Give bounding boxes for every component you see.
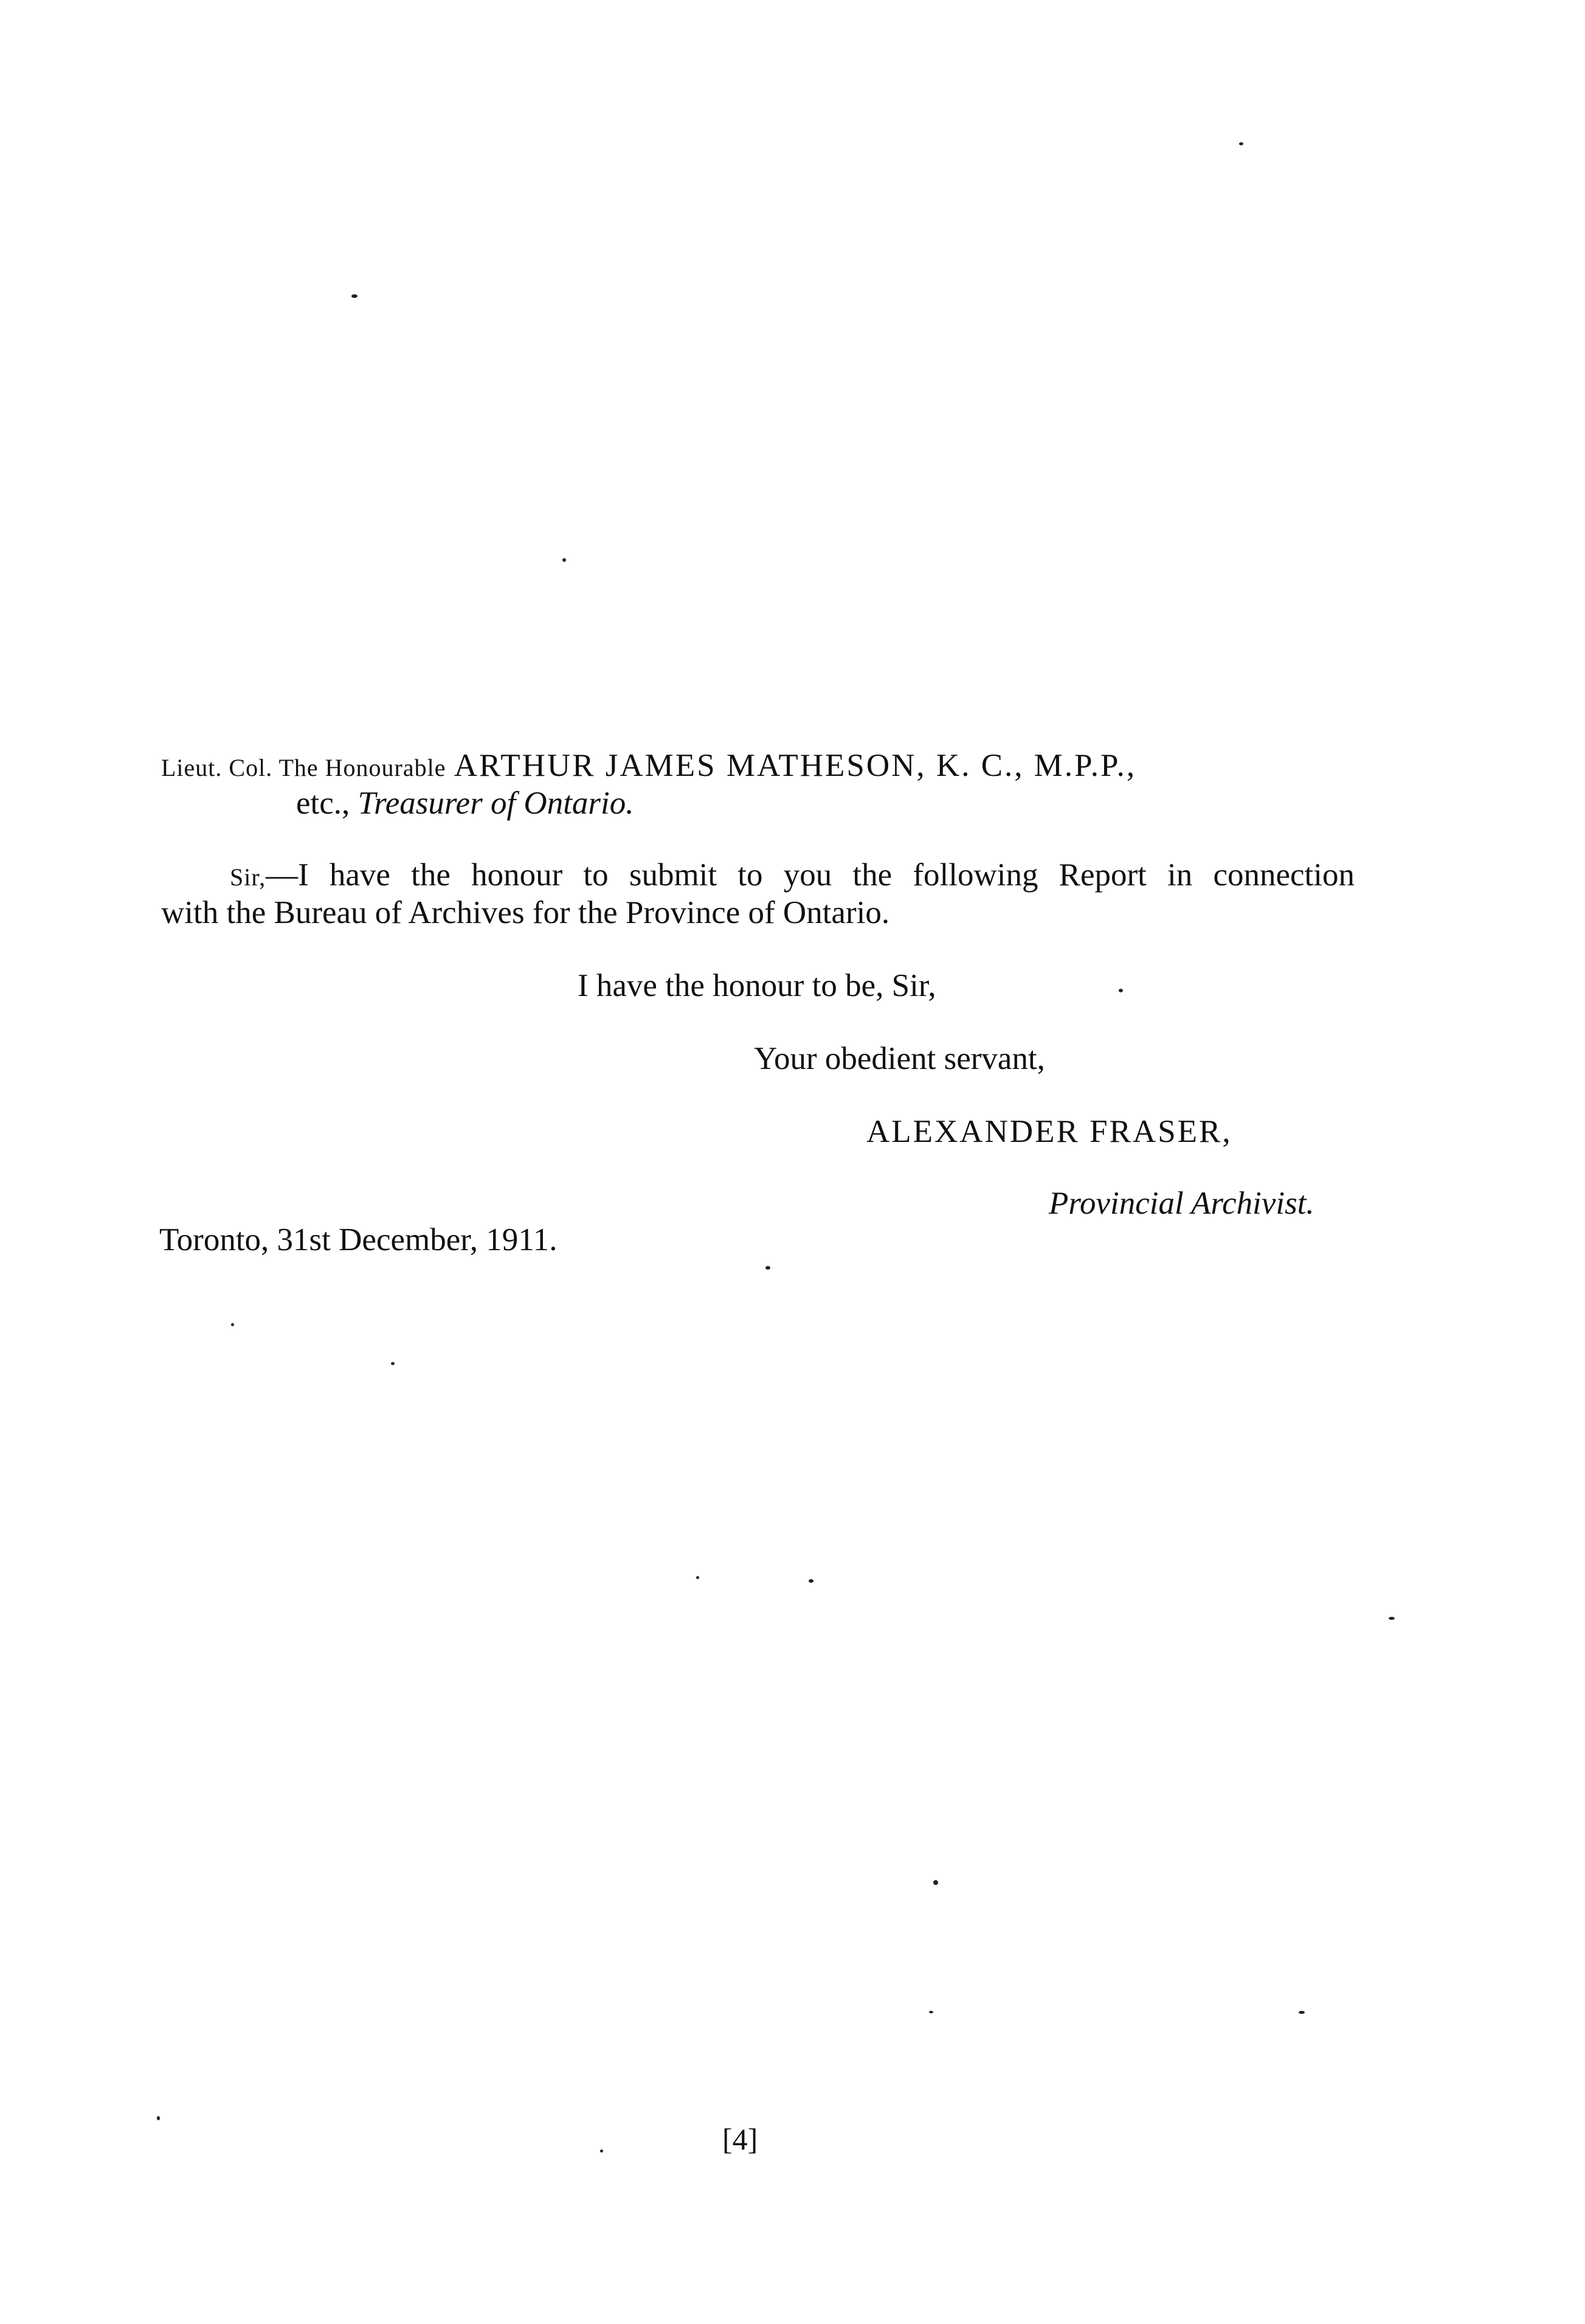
scan-speck bbox=[231, 1323, 234, 1326]
body-text-2: with the Bureau of Archives for the Province of Ontario. bbox=[161, 895, 890, 930]
scan-speck bbox=[933, 1880, 938, 1885]
body-text-1: —I have the honour to submit to you the following Report in connection bbox=[266, 857, 1355, 893]
page-number: [4] bbox=[722, 2122, 758, 2156]
addressee-title: Lieut. Col. The Honourable bbox=[161, 754, 446, 781]
scan-speck bbox=[351, 294, 357, 298]
scan-speck bbox=[929, 2011, 933, 2013]
closing-honour: I have the honour to be, Sir, bbox=[578, 968, 936, 1003]
scan-speck bbox=[1299, 2011, 1305, 2014]
scan-speck bbox=[391, 1362, 395, 1365]
scan-speck bbox=[696, 1576, 699, 1579]
body-line-1 bbox=[230, 856, 1355, 896]
closing-line-2 bbox=[754, 1040, 1045, 1077]
scan-speck bbox=[1119, 989, 1123, 992]
scan-speck bbox=[1239, 142, 1243, 145]
closing-servant: Your obedient servant, bbox=[754, 1041, 1045, 1076]
closing-line-1 bbox=[578, 967, 936, 1005]
addressee-office: Treasurer of Ontario. bbox=[357, 786, 634, 821]
signature-name: ALEXANDER FRASER, bbox=[866, 1114, 1232, 1149]
body-line-2 bbox=[161, 894, 889, 932]
addressee-name: ARTHUR JAMES MATHESON, K. C., M.P.P., bbox=[454, 748, 1137, 783]
scan-speck bbox=[1389, 1617, 1395, 1620]
scan-speck bbox=[562, 558, 566, 562]
addressee-etc: etc., bbox=[296, 786, 350, 821]
dateline bbox=[159, 1221, 558, 1259]
addressee-position bbox=[296, 784, 634, 822]
salutation: Sir, bbox=[230, 863, 266, 891]
scan-speck bbox=[157, 2116, 160, 2120]
scan-speck bbox=[765, 1266, 770, 1270]
dateline-text: Toronto, 31st December, 1911. bbox=[159, 1222, 558, 1257]
scan-speck bbox=[809, 1579, 813, 1583]
signature bbox=[866, 1113, 1232, 1150]
addressee-line bbox=[161, 747, 1136, 787]
signature-title bbox=[1049, 1184, 1314, 1222]
scan-speck bbox=[600, 2149, 603, 2153]
signature-title-text: Provincial Archivist. bbox=[1049, 1186, 1314, 1221]
